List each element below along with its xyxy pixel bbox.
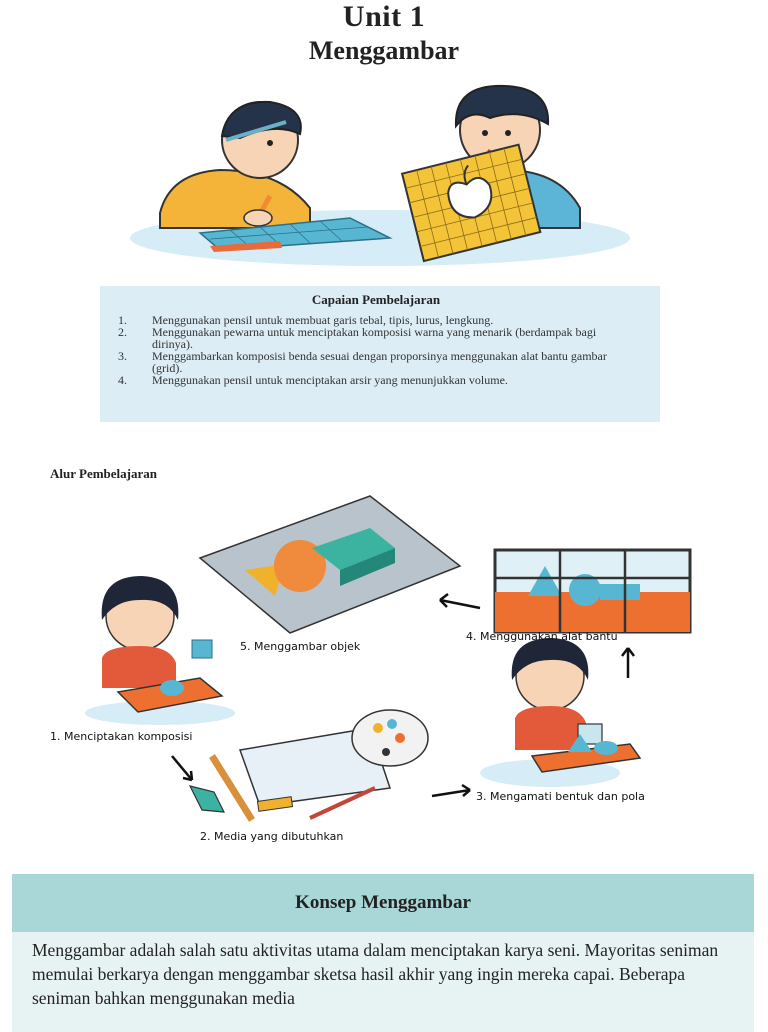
konsep-header: [12, 874, 754, 932]
step-5-drawing: [200, 496, 460, 633]
child-left-figure: [160, 102, 310, 228]
step-5-label: 5. Menggambar objek: [240, 640, 361, 653]
capaian-title: Capaian Pembelajaran: [311, 292, 441, 307]
step-2-label: 2. Media yang dibutuhkan: [200, 830, 344, 843]
step-3-label: 3. Mengamati bentuk dan pola: [476, 790, 645, 803]
list-item: 3. Menggambarkan komposisi benda sesuai dengan proporsinya menggunakan alat bantu gambar (grid).: [118, 349, 607, 375]
konsep-title: Konsep Menggambar: [295, 892, 471, 913]
step-1-label: 1. Menciptakan komposisi: [50, 730, 193, 743]
chapter-title: Menggambar: [308, 36, 460, 65]
list-item: 4. Menggunakan pensil untuk menciptakan arsir yang menunjukkan volume.: [118, 373, 508, 387]
alur-title: Alur Pembelajaran: [50, 466, 157, 481]
step-2-media: [190, 710, 428, 820]
step-4-grid-tool: [495, 550, 690, 632]
capaian-box: [100, 286, 660, 422]
arrow-1-to-2: [172, 756, 192, 780]
hero-illustration: [110, 78, 630, 278]
unit-title: Unit 1: [342, 0, 426, 33]
capaian-list: [118, 314, 634, 386]
step-1-composition: [85, 576, 235, 725]
step-4-label: 4. Menggunakan alat bantu: [466, 630, 618, 643]
konsep-paragraph: Menggambar adalah salah satu aktivitas utama dalam menciptakan karya seni. Mayoritas seniman memulai berkarya dengan menggambar sketsa hasil akhir yang ingin mereka capai. Beberapa seniman bahkan menggunakan media: [32, 940, 719, 1008]
step-3-observing: [480, 638, 640, 787]
konsep-body: [12, 932, 754, 1032]
list-item: 2. Menggunakan pewarna untuk menciptakan komposisi warna yang menarik (berdampak bagi dirinya).: [118, 325, 597, 351]
list-item: 1. Menggunakan pensil untuk membuat garis tebal, tipis, lurus, lengkung.: [118, 313, 494, 327]
